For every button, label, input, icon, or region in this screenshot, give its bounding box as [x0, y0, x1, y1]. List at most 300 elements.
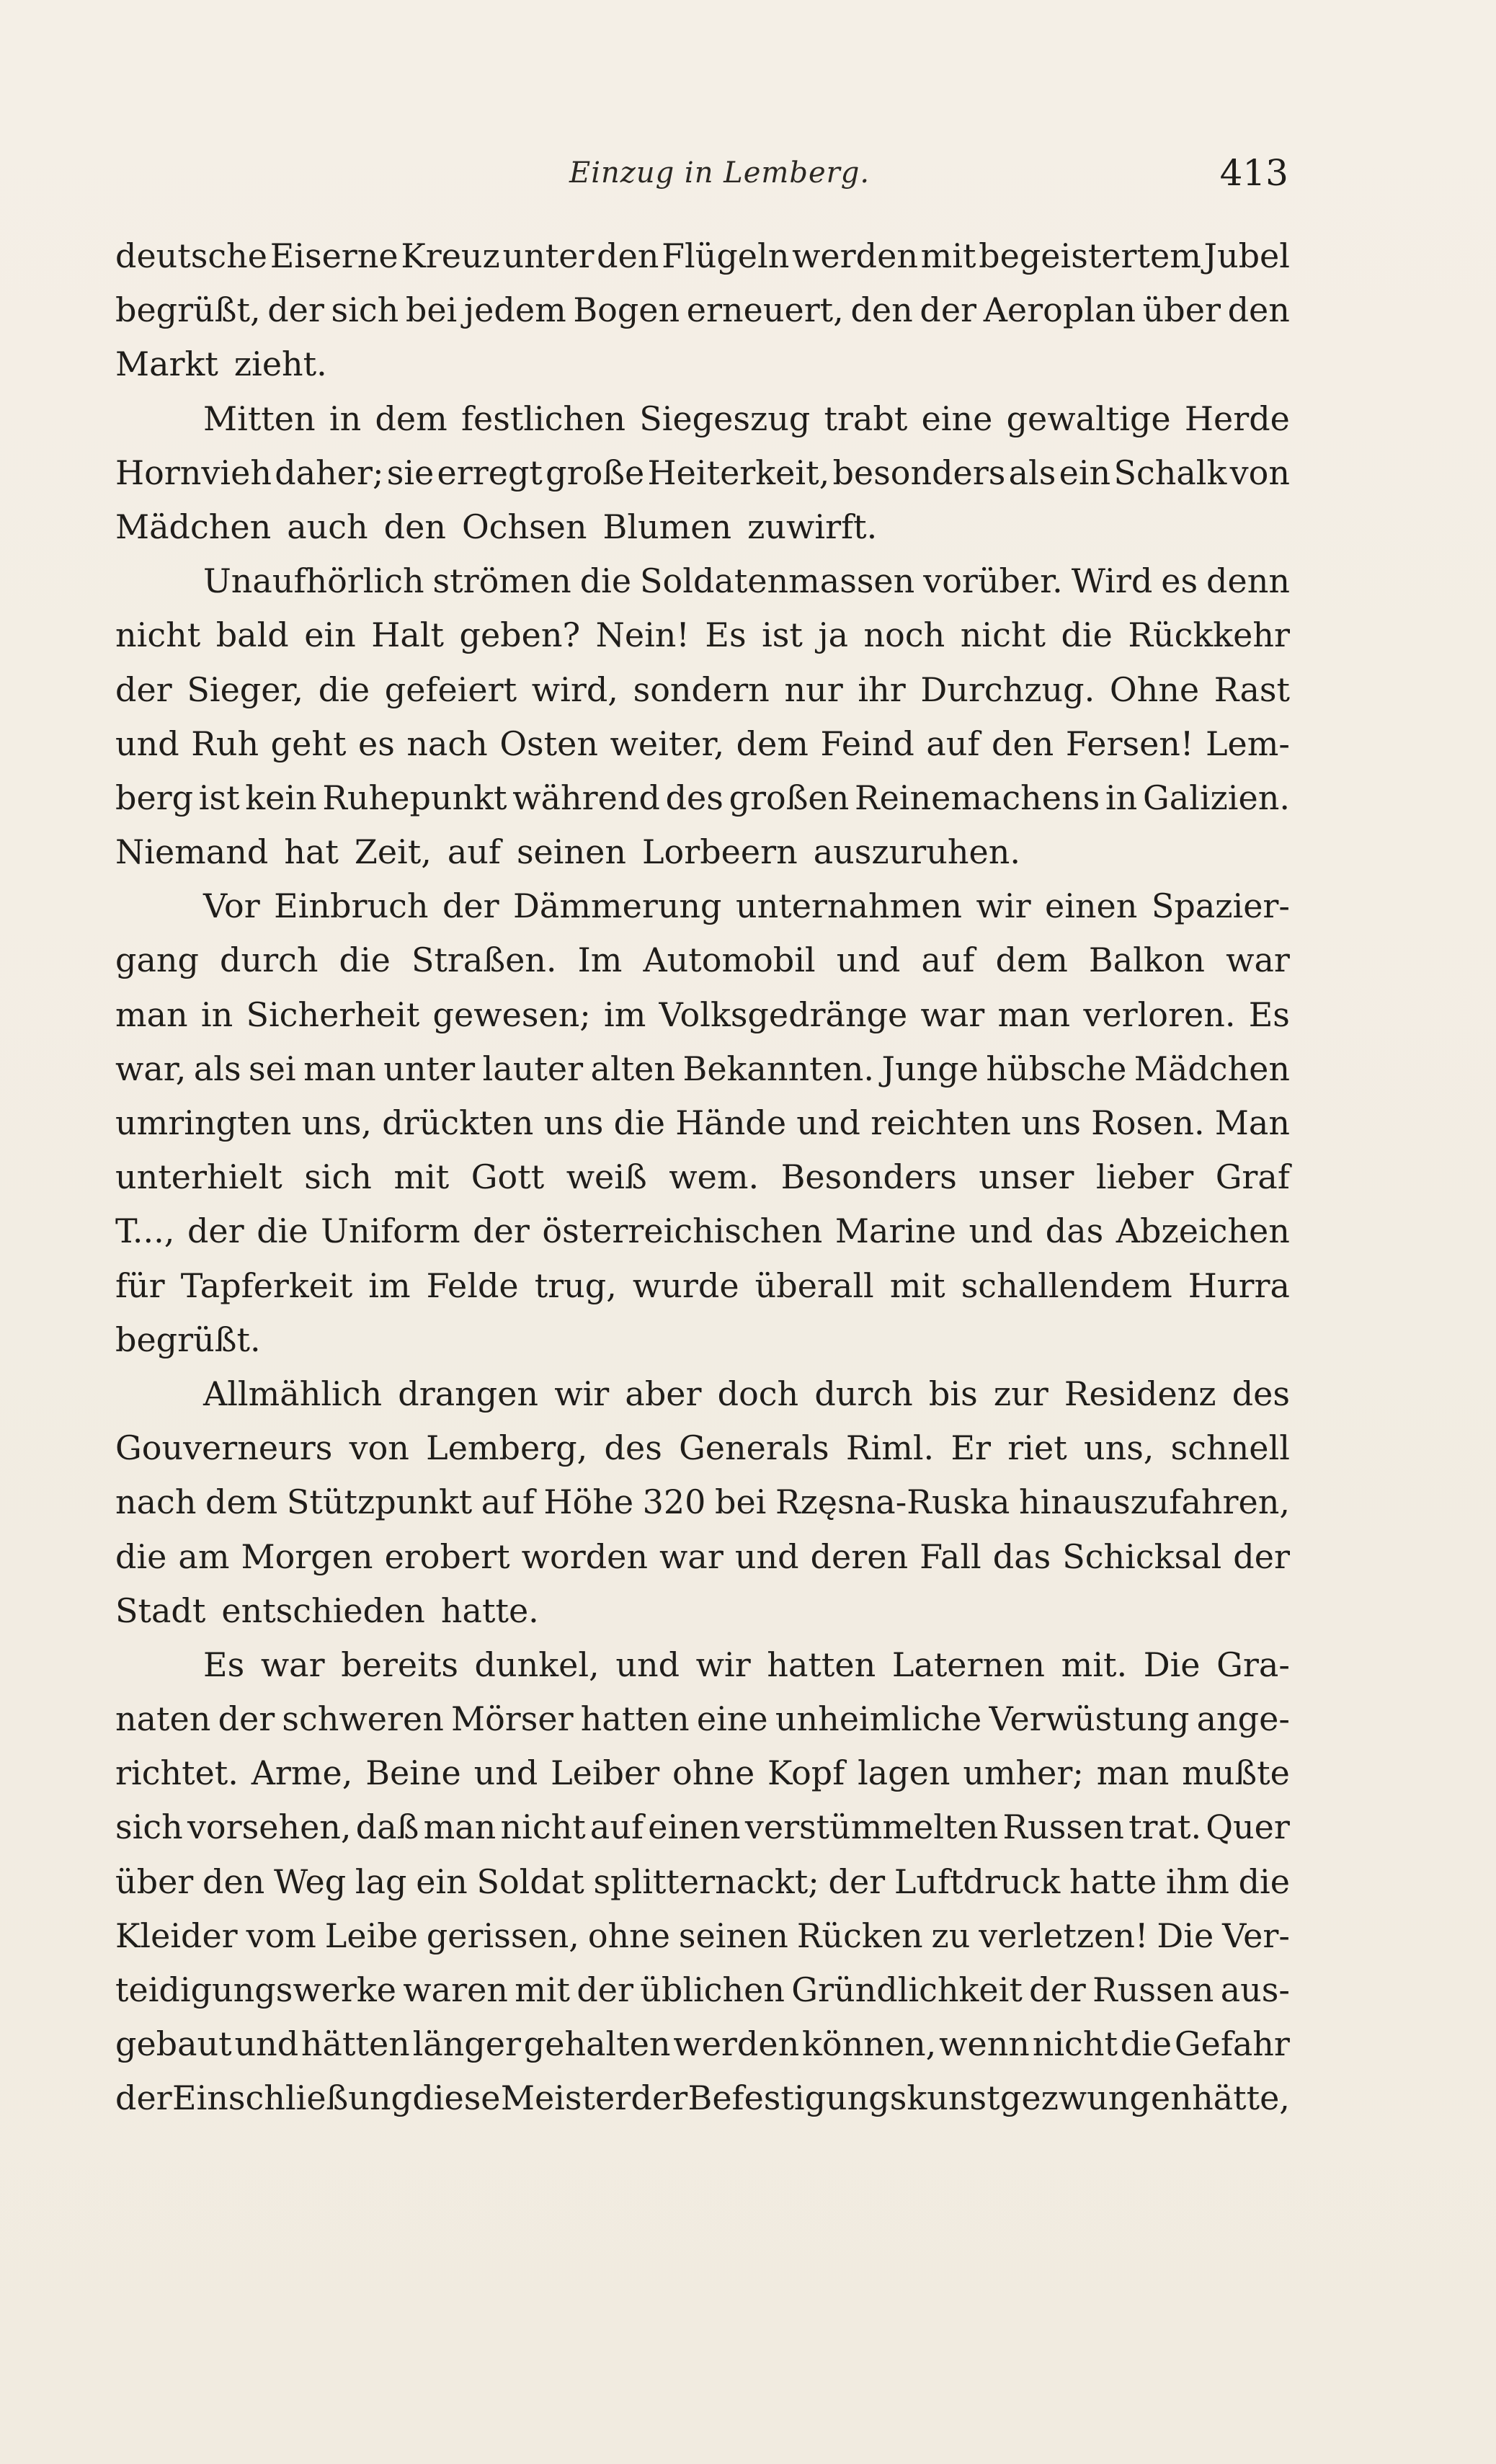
word: weiter, [610, 724, 725, 763]
word: dunkel, [474, 1645, 600, 1684]
word: der [442, 886, 499, 926]
word: Heiterkeit, [647, 453, 830, 492]
word: erobert [384, 1536, 510, 1576]
word: Stützpunkt [286, 1482, 473, 1522]
word: den [202, 1862, 265, 1901]
word: der [115, 2078, 172, 2118]
word: begrüßt, [115, 290, 261, 330]
word: Dämmerung [513, 886, 722, 926]
text-line [115, 1909, 1290, 1963]
word: bald [215, 615, 289, 655]
word: nach [115, 1482, 197, 1522]
word: Abzeichen [1116, 1211, 1290, 1251]
word: den [1227, 290, 1290, 330]
text-line [115, 229, 1290, 283]
text-line [115, 500, 1290, 554]
word: und [473, 1753, 538, 1793]
text-line [115, 988, 1290, 1042]
word: entschieden [221, 1591, 425, 1630]
word: sich [304, 1157, 372, 1197]
word: Feind [820, 724, 914, 763]
word: Russen [1092, 1970, 1214, 2009]
word: war [920, 995, 985, 1034]
word: von [1229, 453, 1290, 492]
word: Es [203, 1645, 245, 1684]
word: denn [1206, 561, 1290, 601]
word: vorüber. [923, 561, 1063, 601]
word: der [473, 1211, 530, 1251]
text-line [115, 1150, 1290, 1204]
word: unterhielt [115, 1157, 282, 1197]
word: drückten [382, 1103, 534, 1142]
word: der [115, 670, 172, 709]
word: bei [405, 290, 458, 330]
word: einen [648, 1807, 741, 1847]
word: werden [792, 236, 918, 275]
word: uns, [1083, 1428, 1154, 1468]
word: Ruh [191, 724, 259, 763]
text-line [115, 1421, 1290, 1475]
word: den [597, 236, 659, 275]
word: Niemand [115, 832, 269, 872]
text-line [115, 717, 1290, 771]
word: noch [863, 615, 945, 655]
word: uns [1021, 1103, 1081, 1142]
word: auszuruhen. [813, 832, 1020, 872]
word: mit [393, 1157, 450, 1197]
word: gebaut [115, 2024, 232, 2064]
word: am [178, 1536, 230, 1576]
word: können, [802, 2024, 937, 2064]
word: Sicherheit [246, 995, 420, 1034]
word: uns [543, 1103, 604, 1142]
word: verloren. [1083, 995, 1236, 1034]
word: eine [696, 1699, 768, 1739]
word: geben? [459, 615, 581, 655]
word: hat [284, 832, 339, 872]
word: festlichen [460, 399, 625, 438]
word: lauter [482, 1049, 584, 1088]
body-text [115, 229, 1290, 2126]
word: nur [784, 670, 843, 709]
word: mußte [1182, 1753, 1290, 1793]
word: eine [921, 399, 993, 438]
word: durch [220, 940, 319, 980]
word: den [383, 507, 446, 546]
word: ja [818, 615, 849, 655]
word: Nein! [595, 615, 690, 655]
word: der [218, 1699, 275, 1739]
word: Mädchen [115, 507, 272, 546]
word: Quer [1206, 1807, 1290, 1847]
word: trabt [824, 399, 908, 438]
word: T..., [115, 1211, 175, 1251]
word: ohne [587, 1916, 670, 1955]
word: Tapferkeit [180, 1266, 353, 1305]
word: über [1142, 290, 1221, 330]
text-line [115, 1692, 1290, 1746]
word: Jubel [1203, 236, 1290, 275]
word: Kreuz [401, 236, 500, 275]
word: Graf [1215, 1157, 1290, 1197]
text-line [115, 1638, 1290, 1692]
word: Automobil [643, 940, 816, 980]
word: es [357, 724, 395, 763]
word: schallendem [961, 1266, 1172, 1305]
word: als [1008, 453, 1056, 492]
word: das [1045, 1211, 1104, 1251]
word: und [836, 940, 901, 980]
word: wem. [669, 1157, 760, 1197]
word: auf [926, 724, 980, 763]
word: länger [412, 2024, 521, 2064]
word: daher; [275, 453, 384, 492]
word: wir [554, 1374, 610, 1413]
word: Generals [679, 1428, 829, 1468]
word: Luftdruck [894, 1862, 1061, 1901]
word: man [115, 995, 188, 1034]
word: unter [383, 1049, 476, 1088]
word: Ruhepunkt [322, 778, 507, 817]
word: Morgen [241, 1536, 373, 1576]
word: Hände [675, 1103, 787, 1142]
word: die [1061, 615, 1113, 655]
word: Laternen [891, 1645, 1045, 1684]
word: diese [412, 2078, 501, 2118]
text-line [115, 825, 1290, 879]
word: hatten [580, 1699, 690, 1739]
word: und [734, 1536, 799, 1576]
word: Gefahr [1174, 2024, 1290, 2064]
word: der [1029, 1970, 1086, 2009]
word: hätte, [1192, 2078, 1290, 2118]
word: in [329, 399, 362, 438]
word: Kopf [767, 1753, 845, 1793]
word: Unaufhörlich [203, 561, 424, 601]
word: den [850, 290, 913, 330]
word: sondern [633, 670, 770, 709]
word: riet [1007, 1428, 1067, 1468]
word: Kleider [115, 1916, 238, 1955]
word: sich [331, 290, 399, 330]
word: Residenz [1064, 1374, 1216, 1413]
text-line [115, 554, 1290, 608]
word: ein [304, 615, 356, 655]
word: gehalten [523, 2024, 671, 2064]
word: geht [270, 724, 347, 763]
word: Schalk [1113, 453, 1227, 492]
word: begrüßt. [115, 1320, 261, 1359]
word: verletzen! [979, 1916, 1149, 1955]
word: man [997, 995, 1071, 1034]
word: die [579, 561, 632, 601]
word: Verwüstung [989, 1699, 1190, 1739]
word: Balkon [1088, 940, 1206, 980]
word: erneuert, [686, 290, 844, 330]
text-line [115, 283, 1290, 337]
word: die [339, 940, 391, 980]
word: Weg [274, 1862, 347, 1901]
word: von [349, 1428, 409, 1468]
word: sich [115, 1807, 183, 1847]
word: Gründlichkeit [791, 1970, 1023, 2009]
word: vom [246, 1916, 316, 1955]
word: man [423, 1807, 497, 1847]
word: besonders [832, 453, 1006, 492]
text-line [115, 2071, 1290, 2125]
text-line [115, 2017, 1290, 2071]
text-line [115, 933, 1290, 987]
word: berg [115, 778, 194, 817]
word: Gouverneurs [115, 1428, 333, 1468]
word: auch [287, 507, 368, 546]
word: schnell [1170, 1428, 1290, 1468]
word: schweren [282, 1699, 444, 1739]
word: uns, [301, 1103, 373, 1142]
word: war [1226, 940, 1290, 980]
word: Bogen [573, 290, 680, 330]
word: wir [695, 1645, 751, 1684]
word: Einbruch [274, 886, 429, 926]
word: Mädchen [1134, 1049, 1290, 1088]
text-line [115, 1746, 1290, 1800]
word: Fersen! [1065, 724, 1194, 763]
word: Im [577, 940, 623, 980]
text-line [115, 337, 1290, 391]
word: war [659, 1536, 723, 1576]
word: hinauszufahren, [1018, 1482, 1290, 1522]
word: ange- [1196, 1699, 1290, 1739]
word: Die [1143, 1645, 1201, 1684]
word: bereits [341, 1645, 458, 1684]
word: Ver- [1222, 1916, 1290, 1955]
word: alten [590, 1049, 676, 1088]
word: Leibe [324, 1916, 418, 1955]
word: auf [921, 940, 975, 980]
word: Es [1248, 995, 1290, 1034]
running-head [0, 148, 1496, 198]
word: der [920, 290, 977, 330]
word: Flügeln [662, 236, 790, 275]
word: nach [406, 724, 488, 763]
word: die [115, 1536, 167, 1576]
word: Aeroplan [983, 290, 1136, 330]
word: unter [502, 236, 595, 275]
word: als [193, 1049, 241, 1088]
word: Gra- [1216, 1645, 1290, 1684]
word: naten [115, 1699, 211, 1739]
word: der [1233, 1536, 1290, 1576]
word: ihm [1165, 1862, 1229, 1901]
word: Vor [203, 886, 260, 926]
word: richtet. [115, 1753, 239, 1793]
word: und [234, 2024, 299, 2064]
word: Marine [834, 1211, 956, 1251]
word: war [260, 1645, 325, 1684]
word: Uniform [321, 1211, 460, 1251]
word: für [115, 1266, 165, 1305]
word: gezwungen [999, 2078, 1192, 2118]
text-line [115, 1367, 1290, 1421]
word: doch [717, 1374, 799, 1413]
word: mit. [1061, 1645, 1128, 1684]
word: Russen [1002, 1807, 1124, 1847]
word: und [969, 1211, 1033, 1251]
word: Mitten [203, 399, 316, 438]
word: trat. [1128, 1807, 1202, 1847]
word: nicht [960, 615, 1046, 655]
word: unser [979, 1157, 1074, 1197]
word: war, [115, 1049, 187, 1088]
word: nicht [1032, 2024, 1118, 2064]
word: drangen [398, 1374, 539, 1413]
word: nicht [500, 1807, 586, 1847]
word: jedem [463, 290, 566, 330]
word: einen [1045, 886, 1138, 926]
word: Galizien. [1142, 778, 1290, 817]
text-line [115, 1855, 1290, 1909]
word: die [613, 1103, 666, 1142]
word: Rast [1214, 670, 1290, 709]
word: Besonders [780, 1157, 957, 1197]
word: Ohne [1109, 670, 1200, 709]
word: auf [481, 1482, 535, 1522]
word: Höhe [543, 1482, 634, 1522]
word: überall [754, 1266, 874, 1305]
word: mit [920, 236, 976, 275]
word: ihr [858, 670, 906, 709]
word: Gott [471, 1157, 545, 1197]
text-line [115, 879, 1290, 933]
word: unternahmen [735, 886, 963, 926]
word: Herde [1184, 399, 1290, 438]
word: seinen [678, 1916, 788, 1955]
word: des [604, 1428, 662, 1468]
word: Eiserne [270, 236, 399, 275]
word: dem [205, 1482, 278, 1522]
word: dem [736, 724, 809, 763]
word: bei [715, 1482, 767, 1522]
word: weiß [566, 1157, 647, 1197]
word: Halt [371, 615, 445, 655]
word: gefeiert [384, 670, 517, 709]
text-line [115, 663, 1290, 717]
text-line [115, 1800, 1290, 1854]
word: große [546, 453, 645, 492]
word: zieht. [233, 344, 327, 384]
word: unheimliche [775, 1699, 982, 1739]
word: das [992, 1536, 1051, 1576]
text-line [115, 1530, 1290, 1584]
word: Lorbeern [641, 832, 798, 872]
word: vorsehen, [187, 1807, 352, 1847]
word: seinen [516, 832, 626, 872]
word: großen [729, 778, 850, 817]
word: teidigungswerke [115, 1970, 397, 2009]
word: verstümmelten [744, 1807, 999, 1847]
word: erregt [437, 453, 543, 492]
word: den [992, 724, 1054, 763]
word: des [1232, 1374, 1290, 1413]
word: gewesen; [432, 995, 591, 1034]
word: der [187, 1211, 244, 1251]
text-line [115, 1096, 1290, 1150]
word: umher; [963, 1753, 1084, 1793]
word: hübsche [986, 1049, 1127, 1088]
word: Junge [881, 1049, 979, 1088]
word: auf [589, 1807, 644, 1847]
word: Stadt [115, 1591, 206, 1630]
word: Blumen [602, 507, 732, 546]
word: zu [931, 1916, 971, 1955]
text-line [115, 392, 1290, 446]
word: der [576, 1970, 633, 2009]
word: Lemberg, [426, 1428, 588, 1468]
word: gang [115, 940, 199, 980]
word: hatte [1069, 1862, 1157, 1901]
word: während [512, 778, 660, 817]
word: man [303, 1049, 376, 1088]
word: der [631, 2078, 688, 2118]
word: Mörser [451, 1699, 574, 1739]
word: Riml. [845, 1428, 935, 1468]
word: gewaltige [1006, 399, 1171, 438]
text-line [115, 771, 1290, 825]
word: Arme, [251, 1753, 353, 1793]
word: man [1096, 1753, 1170, 1793]
word: österreichischen [542, 1211, 823, 1251]
word: Felde [426, 1266, 519, 1305]
text-line [115, 446, 1290, 500]
word: Spazier- [1151, 886, 1290, 926]
running-title: Einzug in Lemberg. [569, 156, 871, 190]
word: Hurra [1188, 1266, 1290, 1305]
word: Rücken [796, 1916, 923, 1955]
word: die [1238, 1862, 1290, 1901]
word: ohne [672, 1753, 755, 1793]
text-line [115, 1313, 1290, 1367]
word: und [796, 1103, 860, 1142]
word: Man [1214, 1103, 1290, 1142]
word: der [267, 290, 324, 330]
text-line [115, 1204, 1290, 1258]
word: wird, [531, 670, 618, 709]
word: hätten [300, 2024, 410, 2064]
word: aber [625, 1374, 702, 1413]
word: nicht [115, 615, 201, 655]
word: bis [928, 1374, 978, 1413]
word: daß [355, 1807, 419, 1847]
word: Es [705, 615, 747, 655]
word: wir [976, 886, 1031, 926]
word: Leiber [551, 1753, 660, 1793]
word: Zeit, [354, 832, 432, 872]
word: Die [1157, 1916, 1214, 1955]
word: begeistertem [979, 236, 1201, 275]
word: und [615, 1645, 680, 1684]
word: die [257, 1211, 308, 1251]
word: Straßen. [411, 940, 557, 980]
word: umringten [115, 1103, 292, 1142]
word: wenn [939, 2024, 1030, 2064]
word: Allmählich [203, 1374, 383, 1413]
word: aus- [1220, 1970, 1290, 2009]
word: Rosen. [1091, 1103, 1205, 1142]
word: Sieger, [187, 670, 304, 709]
word: Reinemachens [854, 778, 1100, 817]
word: mit [515, 1970, 571, 2009]
word: Osten [499, 724, 598, 763]
